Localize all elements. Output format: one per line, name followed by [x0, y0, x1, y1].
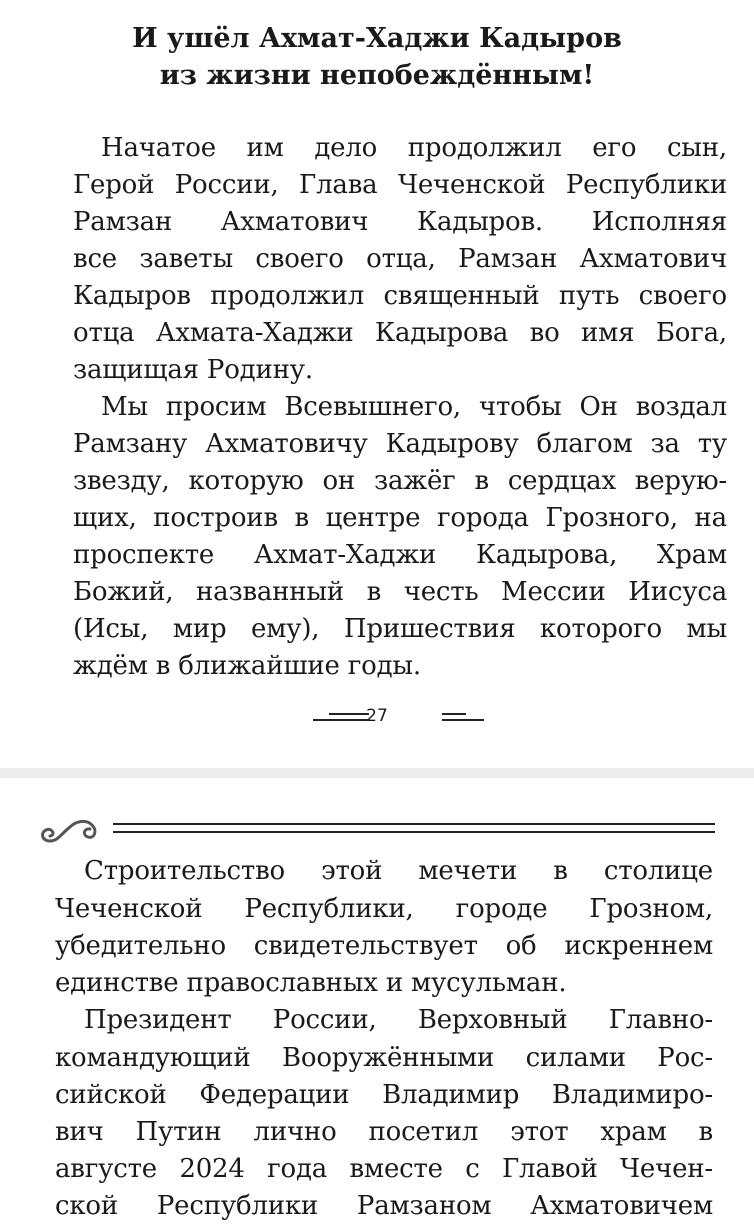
text-line: Строительство этой мечети в столице [84, 856, 713, 886]
chapter-title [0, 20, 754, 94]
text-line: убедительно свидетельствует об искреннем [55, 931, 713, 961]
text-line: сийской Федерации Владимир Владимиро- [55, 1080, 713, 1110]
title-line: из жизни непобеждённым! [159, 60, 595, 91]
text-line: Герой России, Глава Чеченской Республики [73, 170, 727, 200]
page-separator [0, 768, 754, 778]
text-line: Кадыров продолжил священный путь своего [73, 281, 727, 311]
swirl-ornament-icon [36, 815, 108, 849]
text-line: ской Республики Рамзаном Ахматовичем [55, 1191, 713, 1221]
text-line: командующий Вооружёнными силами Рос- [55, 1043, 713, 1073]
text-line: ждём в ближайшие годы. [73, 651, 421, 681]
text-line: Начатое им дело продолжил его сын, [101, 133, 727, 163]
header-rule [113, 823, 715, 825]
text-line: Божий, названный в честь Мессии Иисуса [73, 577, 727, 607]
text-line: (Исы, мир ему), Пришествия которого мы [73, 614, 727, 644]
title-line: И ушёл Ахмат-Хаджи Кадыров [132, 23, 622, 54]
text-line: вич Путин лично посетил этот храм в [55, 1117, 713, 1147]
text-line: единстве православных и мусульман. [55, 968, 567, 998]
header-rule [113, 831, 715, 833]
text-line: щих, построив в центре города Грозного, на [73, 503, 727, 533]
text-line: Чеченской Республики, городе Грозном, [55, 894, 713, 924]
text-line: защищая Родину. [73, 355, 313, 385]
text-line: все заветы своего отца, Рамзан Ахматович [73, 244, 727, 274]
page-number: 27 [366, 706, 388, 726]
text-line: августе 2024 года вместе с Главой Чечен- [55, 1154, 713, 1184]
text-line: Мы просим Всевышнего, чтобы Он воздал [101, 392, 727, 422]
text-line: Рамзан Ахматович Кадыров. Исполняя [73, 207, 727, 237]
text-line: звезду, которую он зажёг в сердцах верую- [73, 466, 727, 496]
text-line: Президент России, Верховный Главно- [84, 1005, 713, 1035]
page-number-ornament-right [442, 713, 500, 721]
text-line: Рамзану Ахматовичу Кадырову благом за ту [73, 429, 727, 459]
text-line: отца Ахмата-Хаджи Кадырова во имя Бога, [73, 318, 727, 348]
text-line: проспекте Ахмат-Хаджи Кадырова, Храм [73, 540, 727, 570]
